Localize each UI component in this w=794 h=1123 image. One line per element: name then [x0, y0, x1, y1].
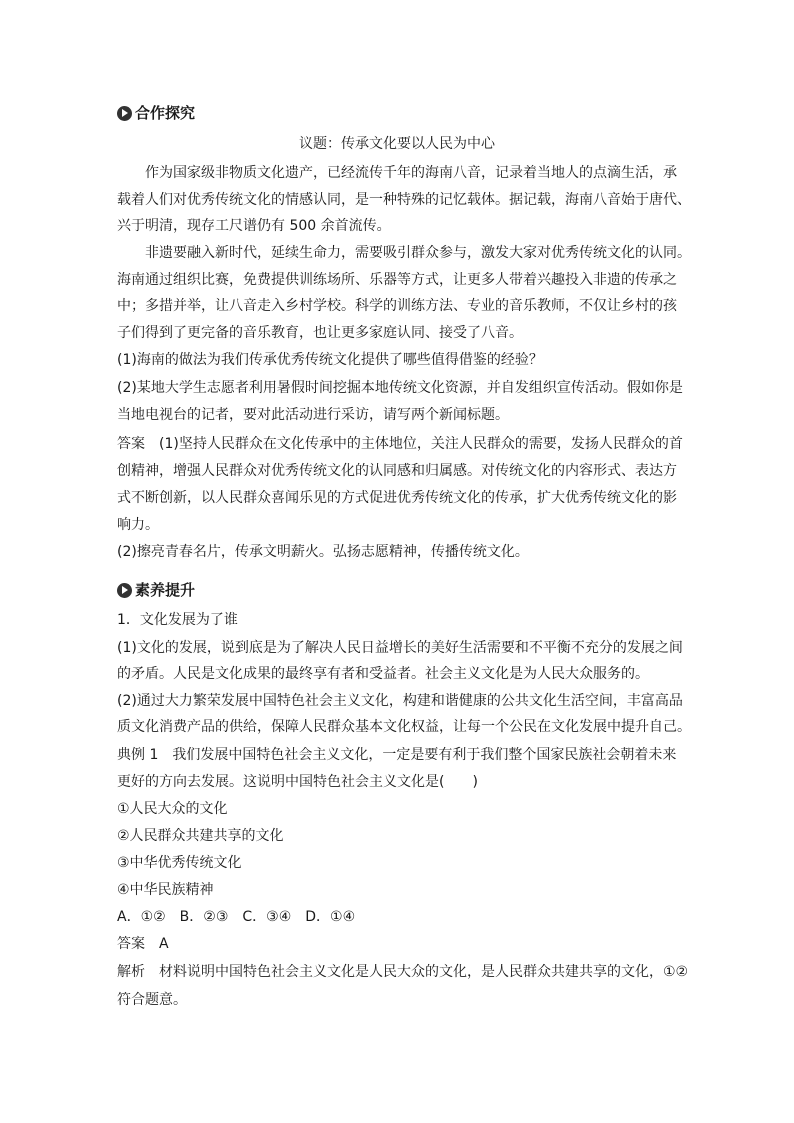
option-item: ③中华优秀传统文化 [117, 855, 242, 871]
answer-line: 式不断创新，以人民群众喜闻乐见的方式促进优秀传统文化的传承，扩大优秀传统文化的影 [117, 490, 677, 506]
analysis-label: 解析 [117, 964, 145, 980]
section-title: 素养提升 [135, 581, 196, 599]
point-line: 的矛盾。人民是文化成果的最终享有者和受益者。社会主义文化是为人民大众服务的。 [117, 666, 649, 682]
option-item: ①人民大众的文化 [117, 801, 228, 817]
example-line: 更好的方向去发展。这说明中国特色社会主义文化是( ) [117, 774, 478, 790]
material-line: 作为国家级非物质文化遗产，已经流传千年的海南八音，记录着当地人的点滴生活，承 [145, 165, 677, 181]
answer-line: 创精神，增强人民群众对优秀传统文化的认同感和归属感。对传统文化的内容形式、表达方 [117, 463, 677, 479]
example-text: 我们发展中国特色社会主义文化，一定是要有利于我们整个国家民族社会朝着未来 [172, 747, 677, 763]
material-line: 中；多措并举，让八音走入乡村学校。科学的训练方法、专业的音乐教师，不仅让乡村的孩 [117, 298, 677, 314]
answer-line [117, 934, 169, 954]
point-title: 1．文化发展为了谁 [117, 612, 238, 628]
analysis-line [117, 962, 688, 982]
answer-line [117, 434, 683, 454]
topic-title: 议题：传承文化要以人民为中心 [299, 136, 495, 152]
analysis-line: 符合题意。 [117, 992, 187, 1008]
answer-value: A [159, 936, 169, 952]
example-label: 典例 1 [117, 747, 159, 763]
point-line: (2)通过大力繁荣发展中国特色社会主义文化，构建和谐健康的公共文化生活空间，丰富高品 [117, 693, 683, 709]
analysis-text: 材料说明中国特色社会主义文化是人民大众的文化，是人民群众共建共享的文化，①② [159, 964, 689, 980]
option-item: ④中华民族精神 [117, 882, 214, 898]
answer-label: 答案 [117, 936, 145, 952]
material-line: 兴于明清，现存工尺谱仍有 500 余首流传。 [117, 218, 391, 234]
answer-text: (1)坚持人民群众在文化传承中的主体地位，关注人民群众的需要，发扬人民群众的首 [159, 436, 683, 452]
play-circle-icon [117, 106, 132, 121]
point-line: (1)文化的发展，说到底是为了解决人民日益增长的美好生活需要和不平衡不充分的发展之间 [117, 640, 683, 656]
answer-label: 答案 [117, 436, 145, 452]
material-line: 载着人们对优秀传统文化的情感认同，是一种特殊的记忆载体。据记载，海南八音始于唐代、 [117, 192, 691, 208]
example-line [117, 745, 676, 765]
point-line: 质文化消费产品的供给，保障人民群众基本文化权益，让每一个公民在文化发展中提升自己。 [117, 719, 691, 735]
answer-line: (2)擦亮青春名片，传承文明薪火。弘扬志愿精神，传播传统文化。 [117, 544, 529, 560]
option-item: ②人民群众共建共享的文化 [117, 828, 284, 844]
material-line: 海南通过组织比赛，免费提供训练场所、乐器等方式，让更多人带着兴趣投入非遗的传承之 [117, 272, 677, 288]
question-line: (1)海南的做法为我们传承优秀传统文化提供了哪些值得借鉴的经验？ [117, 352, 543, 368]
material-line: 子们得到了更完备的音乐教育，也让更多家庭认同、接受了八音。 [117, 325, 523, 341]
question-line: 当地电视台的记者，要对此活动进行采访，请写两个新闻标题。 [117, 407, 509, 423]
play-circle-icon [117, 583, 132, 598]
answer-line: 响力。 [117, 517, 159, 533]
section-heading-literacy-improvement [117, 580, 195, 600]
question-line: (2)某地大学生志愿者利用暑假时间挖掘本地传统文化资源，并自发组织宣传活动。假如你是 [117, 380, 683, 396]
choice-list: A．①② B．②③ C．③④ D．①④ [117, 909, 356, 925]
material-line: 非遗要融入新时代，延续生命力，需要吸引群众参与，激发大家对优秀传统文化的认同。 [145, 245, 691, 261]
section-heading-cooperative-inquiry [117, 103, 195, 123]
section-title: 合作探究 [135, 104, 196, 122]
